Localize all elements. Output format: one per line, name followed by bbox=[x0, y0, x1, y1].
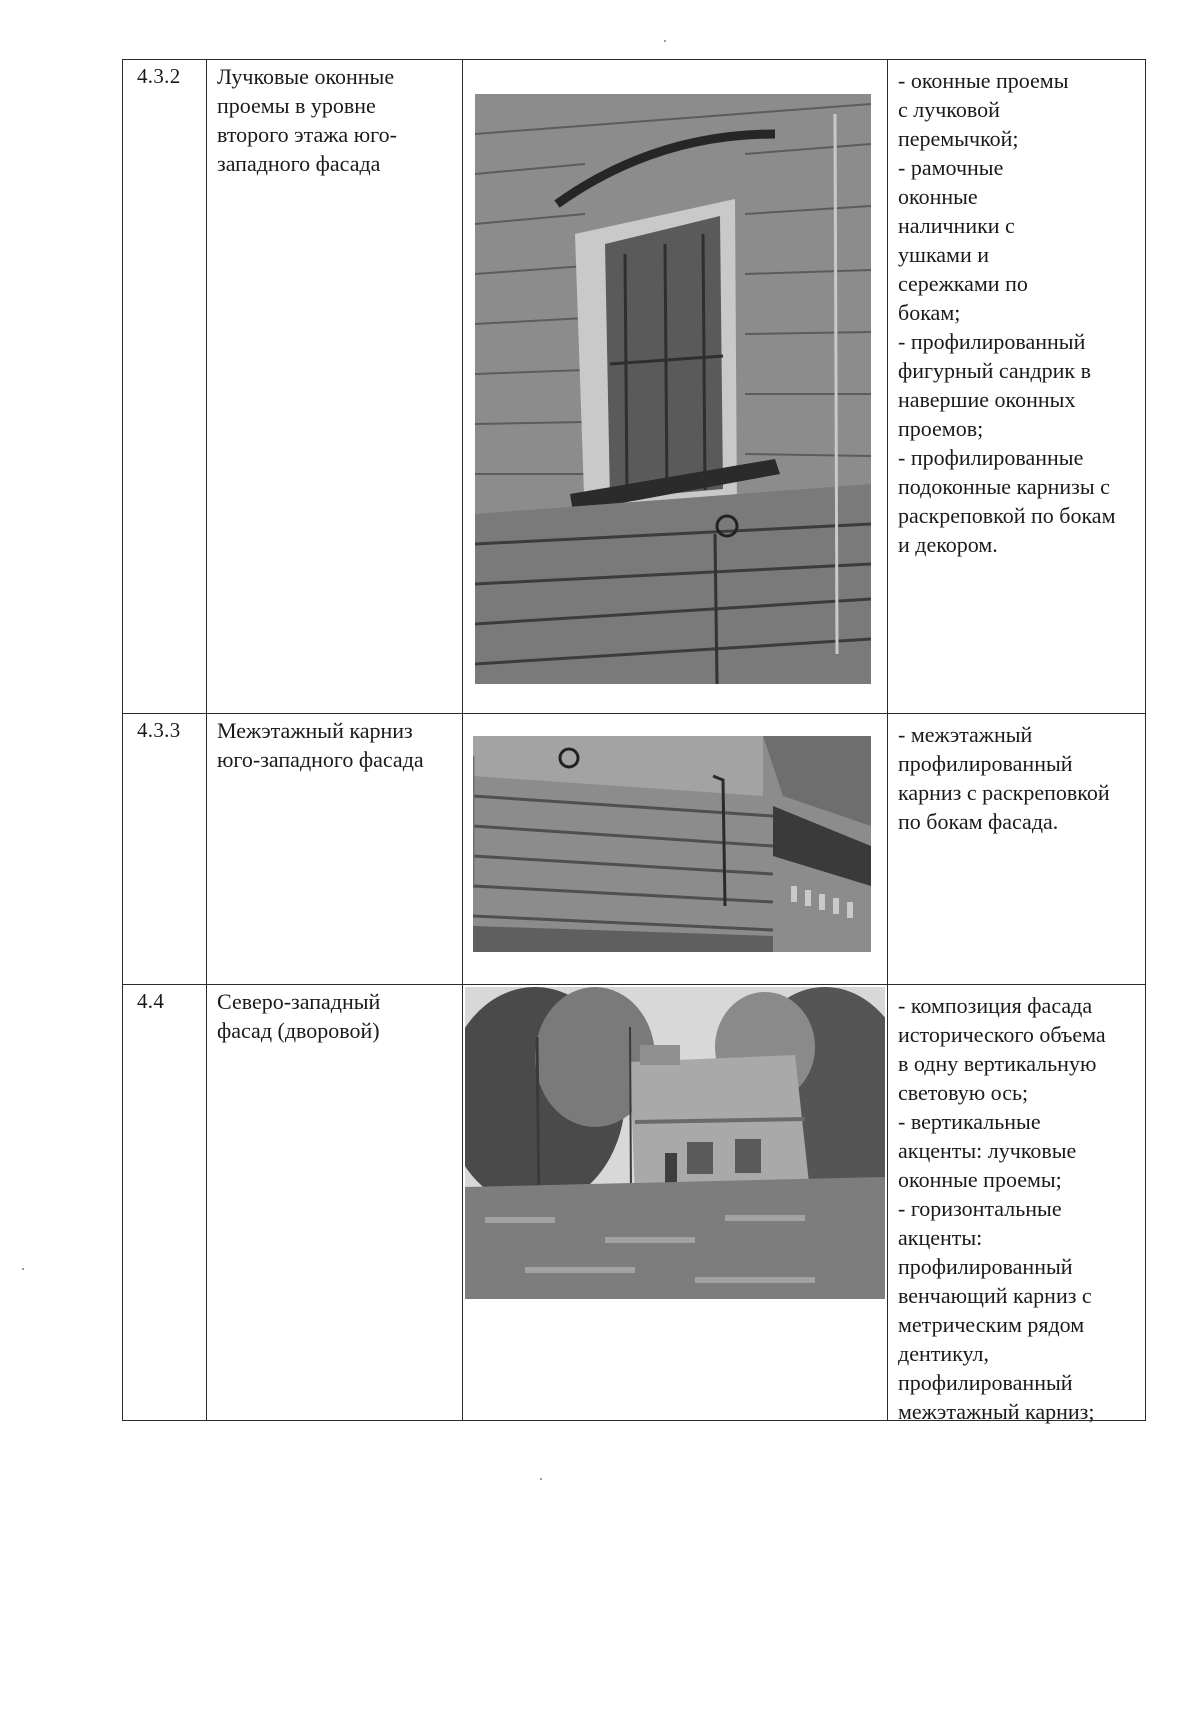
arched-window-facade-photo bbox=[475, 94, 871, 684]
row-number: 4.3.3 bbox=[123, 714, 207, 984]
row-number: 4.4 bbox=[123, 985, 207, 1420]
photo-cell bbox=[463, 714, 888, 984]
courtyard-facade-photo bbox=[465, 987, 885, 1299]
scan-speck bbox=[540, 1478, 542, 1480]
element-name: Северо-западный фасад (дворовой) bbox=[207, 985, 463, 1420]
element-name: Лучковые оконные проемы в уровне второго этажа юго- западного фасада bbox=[207, 60, 463, 713]
element-name: Межэтажный карниз юго-западного фасада bbox=[207, 714, 463, 984]
scan-speck bbox=[664, 40, 666, 42]
table-row bbox=[122, 984, 1146, 1424]
row-number: 4.3.2 bbox=[123, 60, 207, 713]
element-description: - межэтажный профилированный карниз с раскреповкой по бокам фасада. bbox=[898, 722, 1110, 834]
interfloor-cornice-photo bbox=[473, 736, 871, 952]
element-description: - оконные проемы с лучковой перемычкой; - рамочные оконные наличники с ушками и сережками по бокам; - профилированный фигурный сандрик в навершие оконных проемов; - профилированные подоконные карнизы с раскреповкой по бокам и декором. bbox=[898, 68, 1116, 557]
table-row bbox=[122, 713, 1146, 984]
scan-speck bbox=[22, 1268, 24, 1270]
element-description: - композиция фасада исторического объема в одну вертикальную световую ось; - вертикальные акценты: лучковые оконные проемы; - горизонтальные акценты: профилированный венчающий карниз с метрическим рядом дентикул, профилированный межэтажный карниз; bbox=[898, 993, 1106, 1424]
photo-cell bbox=[463, 985, 888, 1420]
document-table bbox=[122, 59, 1146, 1424]
photo-cell bbox=[463, 60, 888, 713]
table-row bbox=[122, 59, 1146, 713]
